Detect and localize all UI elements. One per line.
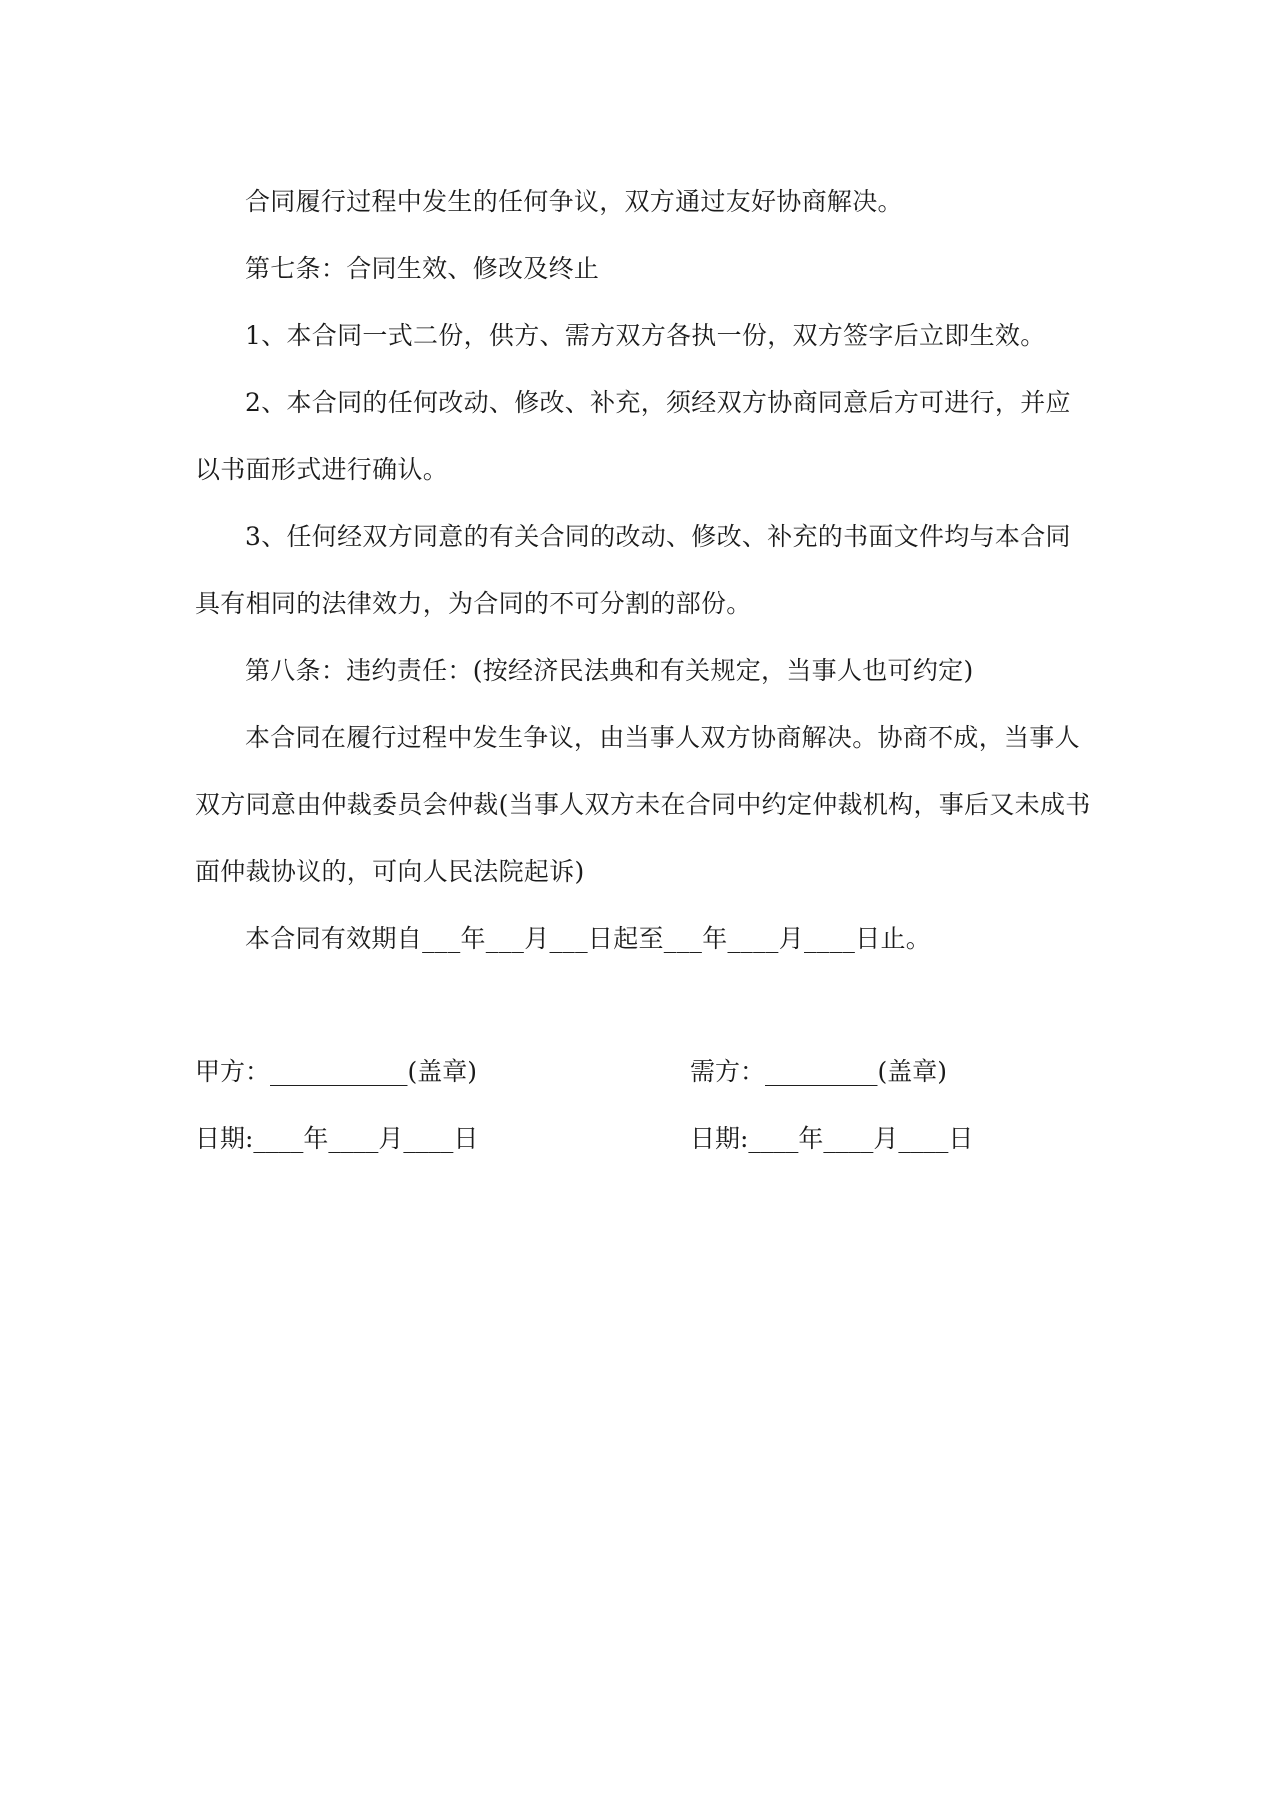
party-b-signature: 需方：_________(盖章)	[690, 1057, 948, 1086]
party-a-date: 日期:____年____月____日	[195, 1124, 479, 1153]
signature-block	[195, 1038, 1095, 1172]
signature-row-parties	[195, 1038, 1095, 1105]
article-7-clause-3: 3、任何经双方同意的有关合同的改动、修改、补充的书面文件均与本合同具有相同的法律效力，为合同的不可分割的部份。	[195, 522, 1071, 618]
article-7-heading: 第七条：合同生效、修改及终止	[245, 254, 600, 283]
contract-body	[195, 168, 1095, 972]
article-8-heading: 第八条：违约责任：(按经济民法典和有关规定，当事人也可约定)	[245, 656, 974, 685]
paragraph-dispute-resolution: 合同履行过程中发生的任何争议，双方通过友好协商解决。	[245, 187, 903, 216]
article-7-clause-1: 1、本合同一式二份，供方、需方双方各执一份，双方签字后立即生效。	[245, 321, 1046, 350]
article-7-clause-2: 2、本合同的任何改动、修改、补充，须经双方协商同意后方可进行，并应以书面形式进行确认。	[195, 388, 1071, 484]
validity-period: 本合同有效期自___年___月___日起至___年____月____日止。	[245, 924, 932, 953]
signature-row-dates	[195, 1105, 1095, 1172]
party-b-date: 日期:____年____月____日	[690, 1124, 974, 1153]
party-a-signature: 甲方：___________(盖章)	[195, 1057, 478, 1086]
article-8-body: 本合同在履行过程中发生争议，由当事人双方协商解决。协商不成，当事人双方同意由仲裁委员会仲裁(当事人双方未在合同中约定仲裁机构，事后又未成书面仲裁协议的，可向人民法院起诉)	[195, 723, 1091, 886]
